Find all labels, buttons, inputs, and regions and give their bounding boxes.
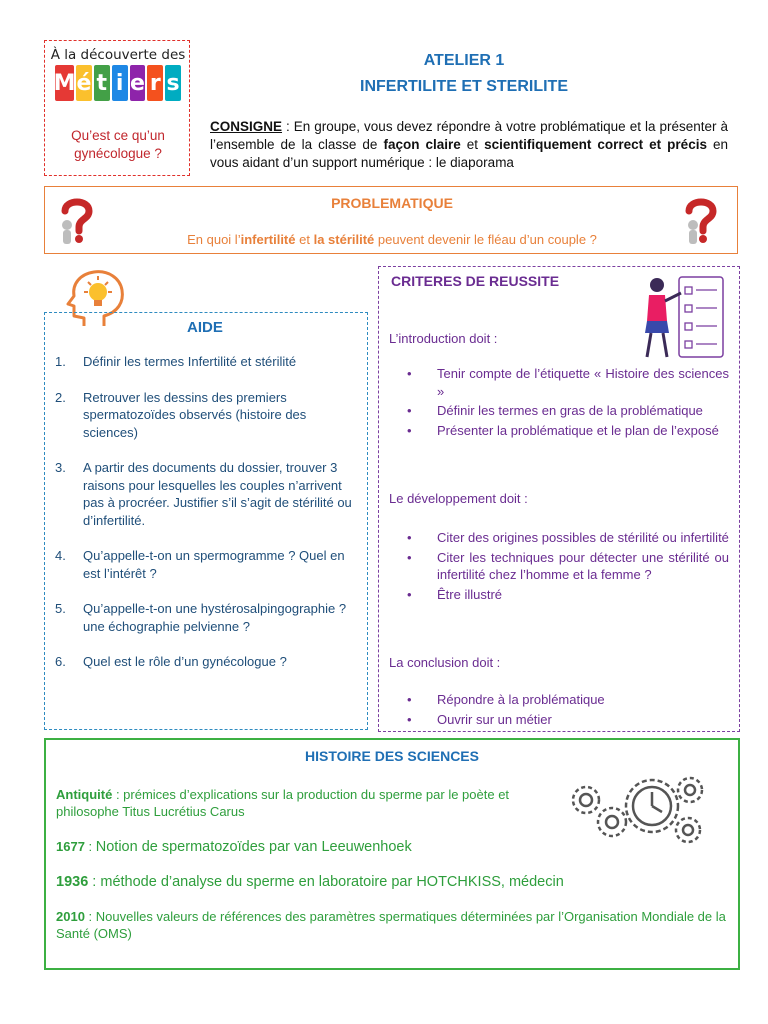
problematique-text: En quoi l’ xyxy=(187,232,241,247)
consigne-paragraph xyxy=(210,118,728,172)
item-text: Définir les termes en gras de la problématique xyxy=(437,403,703,418)
metiers-logo-box xyxy=(44,40,190,176)
item-text: Être illustré xyxy=(437,586,503,602)
item-text: Retrouver les dessins des premiers spermatozoïdes observés (histoire des sciences) xyxy=(83,389,307,440)
criteres-dev-heading: Le développement doit : xyxy=(389,491,528,506)
problematique-text: peuvent devenir le fléau d’un couple ? xyxy=(374,232,597,247)
aide-title: AIDE xyxy=(187,319,223,336)
entry-text: Notion de spermatozoïdes par van Leeuwenhoek xyxy=(95,839,412,855)
list-item xyxy=(407,549,729,584)
criteres-intro-list xyxy=(407,365,729,441)
logo-letter: é xyxy=(76,65,92,101)
item-text: Citer des origines possibles de stérilité ou infertilité xyxy=(437,530,729,545)
item-number: 6. xyxy=(55,654,66,669)
bullet: • xyxy=(407,692,412,707)
entry-separator: : xyxy=(84,839,96,854)
list-item xyxy=(407,586,729,604)
bullet: • xyxy=(407,586,412,602)
consigne-label: CONSIGNE xyxy=(210,119,283,134)
aide-list xyxy=(55,353,361,689)
criteres-conclusion-list xyxy=(407,691,729,730)
page-subtitle: INFERTILITE ET STERILITE xyxy=(360,78,568,95)
item-text: Tenir compte de l’étiquette « Histoire des sciences » xyxy=(437,366,729,399)
entry-date: 1936 xyxy=(56,874,89,890)
entry-separator: : xyxy=(88,874,101,890)
bullet: • xyxy=(407,549,412,565)
list-item xyxy=(407,711,729,729)
aide-box xyxy=(44,312,368,730)
criteres-intro-heading: L’introduction doit : xyxy=(389,331,498,346)
logo-question: Qu’est ce qu’un gynécologue ? xyxy=(71,128,165,161)
list-item xyxy=(407,402,729,420)
bullet: • xyxy=(407,403,412,418)
item-number: 1. xyxy=(55,354,66,369)
list-item xyxy=(55,653,361,671)
logo-letter: i xyxy=(112,65,128,101)
logo-letter: M xyxy=(55,65,74,101)
list-item xyxy=(407,691,729,709)
bullet: • xyxy=(407,422,412,438)
logo-letter: r xyxy=(147,65,163,101)
consigne-text: : En groupe, vous devez répondre à votre problématique et la présenter à l’ensemble de la classe de xyxy=(210,119,728,152)
list-item xyxy=(407,529,729,547)
consigne-bold: façon claire xyxy=(383,137,461,152)
item-text: A partir des documents du dossier, trouver 3 raisons pour lesquelles les couples n’arrivent pas à procréer. Justifier s’il s’agit de stérilité ou d’infertilité. xyxy=(83,460,352,528)
list-item xyxy=(55,459,361,529)
problematique-bold: la stérilité xyxy=(313,232,375,247)
criteres-box xyxy=(378,266,740,732)
histoire-entry xyxy=(56,838,616,856)
bullet: • xyxy=(407,530,412,545)
consigne-text: en vous aidant d’un support numérique : le diaporama xyxy=(210,137,729,170)
entry-date: Antiquité xyxy=(56,787,113,802)
metiers-logo xyxy=(55,65,181,105)
problematique-text: et xyxy=(295,232,314,247)
logo-letter: e xyxy=(130,65,146,101)
histoire-entry xyxy=(56,908,728,942)
bullet: • xyxy=(407,711,412,727)
entry-text: méthode d’analyse du sperme en laboratoire par HOTCHKISS, médecin xyxy=(100,874,564,890)
bullet: • xyxy=(407,366,412,381)
criteres-conclusion-heading: La conclusion doit : xyxy=(389,655,501,670)
item-number: 3. xyxy=(55,460,66,475)
list-item xyxy=(55,600,361,635)
item-text: Définir les termes Infertilité et stérilité xyxy=(83,354,297,369)
page-title: ATELIER 1 xyxy=(423,52,505,69)
entry-text: Nouvelles valeurs de références des paramètres spermatiques déterminées par l’Organisation Mondiale de la Santé (OMS) xyxy=(56,909,726,941)
checklist-girl-icon xyxy=(629,271,729,363)
item-text: Répondre à la problématique xyxy=(437,692,605,707)
list-item xyxy=(55,389,361,442)
entry-date: 2010 xyxy=(56,909,85,924)
list-item xyxy=(55,547,361,582)
item-number: 4. xyxy=(55,548,66,563)
item-text: Ouvrir sur un métier xyxy=(437,711,552,727)
criteres-dev-list xyxy=(407,529,729,605)
histoire-entry xyxy=(56,786,526,820)
item-text: Qu’appelle-t-on une hystérosalpingographie ? une échographie pelvienne ? xyxy=(83,601,347,634)
logo-letter: t xyxy=(94,65,110,101)
item-number: 2. xyxy=(55,389,66,405)
entry-text: prémices d’explications sur la production du sperme par le poète et philosophe Titus Lucrétius Carus xyxy=(56,787,510,819)
list-item xyxy=(407,422,729,440)
item-text: Présenter la problématique et le plan de l’exposé xyxy=(437,422,719,438)
item-text: Qu’appelle-t-on un spermogramme ? Quel en est l’intérêt ? xyxy=(83,548,345,581)
item-text: Citer les techniques pour détecter une stérilité ou infertilité chez l’homme et la femme ? xyxy=(437,549,729,582)
logo-top-text: À la découverte des xyxy=(50,47,186,63)
consigne-bold: scientifiquement correct et précis xyxy=(484,137,707,152)
entry-date: 1677 xyxy=(56,839,85,854)
question-mark-figure-icon xyxy=(679,195,723,249)
histoire-title: HISTOIRE DES SCIENCES xyxy=(304,748,479,764)
consigne-text: et xyxy=(460,137,485,152)
histoire-entry xyxy=(56,874,716,891)
problematique-question xyxy=(45,232,739,247)
logo-letter: s xyxy=(165,65,181,101)
list-item xyxy=(55,353,361,371)
item-text: Quel est le rôle d’un gynécologue ? xyxy=(83,654,287,669)
list-item xyxy=(407,365,729,400)
criteres-title: CRITERES DE REUSSITE xyxy=(391,273,560,289)
entry-separator: : xyxy=(112,787,124,802)
histoire-box xyxy=(44,738,740,970)
entry-separator: : xyxy=(84,909,96,924)
problematique-box xyxy=(44,186,738,254)
problematique-title: PROBLEMATIQUE xyxy=(331,195,453,211)
problematique-bold: infertilité xyxy=(240,232,296,247)
item-number: 5. xyxy=(55,601,66,616)
